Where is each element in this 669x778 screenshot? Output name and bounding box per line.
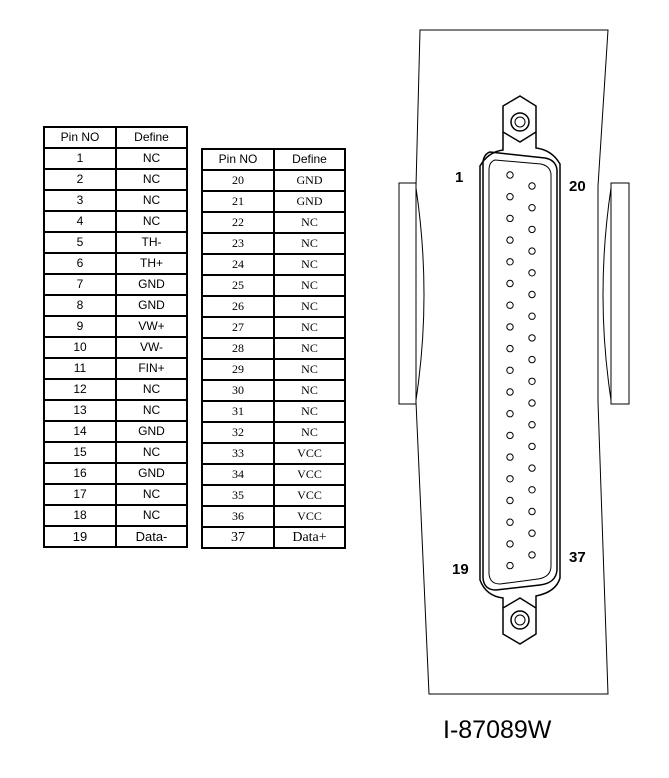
pin-number-cell: 13 [44,400,116,421]
left-side-rail [399,183,424,404]
pin-hole [507,562,513,568]
pin-define-cell: TH+ [116,253,187,274]
pin-number-cell: 23 [202,233,274,254]
pin-number-cell: 28 [202,338,274,359]
pin-hole [529,356,535,362]
pin-hole [529,552,535,558]
pin-hole [507,432,513,438]
pin-number-cell: 1 [44,148,116,169]
pin-number-cell: 11 [44,358,116,379]
pin-number-cell: 15 [44,442,116,463]
pin-number-cell: 19 [44,526,116,547]
bottom-mounting-screw [503,598,536,644]
pin-define-cell: NC [274,359,345,380]
pin-number-cell: 32 [202,422,274,443]
right-side-rail [603,183,629,404]
pin-hole [529,183,535,189]
pin-hole [529,465,535,471]
pin-number-cell: 35 [202,485,274,506]
pin-define-cell: GND [116,421,187,442]
pin-define-cell: NC [116,400,187,421]
pin-number-cell: 33 [202,443,274,464]
pin-define-cell: GND [116,463,187,484]
pin-define-cell: NC [116,169,187,190]
pin-number-cell: 29 [202,359,274,380]
pin-number-cell: 16 [44,463,116,484]
pin-define-cell: FIN+ [116,358,187,379]
pin-number-cell: 9 [44,316,116,337]
pin-define-cell: VW- [116,337,187,358]
module-outline [416,30,608,694]
pin-define-cell: GND [116,295,187,316]
pin-number-cell: 21 [202,191,274,212]
pin-hole [507,411,513,417]
pin-hole [529,508,535,514]
pin-define-cell: TH- [116,232,187,253]
pin-define-cell: NC [274,422,345,443]
header-define: Define [274,149,345,170]
pin-number-cell: 25 [202,275,274,296]
pin-hole [529,378,535,384]
pin-define-cell: GND [116,274,187,295]
pin-hole [507,454,513,460]
pin-hole [507,194,513,200]
pin-define-cell: NC [116,211,187,232]
pin-number-cell: 18 [44,505,116,526]
pin-hole [529,270,535,276]
pin-define-cell: NC [116,442,187,463]
pin-hole [529,226,535,232]
d-shell-inner [489,160,551,584]
header-pin-no: Pin NO [44,127,116,148]
pin-37-label: 37 [569,549,586,566]
pin-define-cell: GND [274,170,345,191]
pin-define-cell: VCC [274,464,345,485]
pin-hole [529,248,535,254]
pin-define-cell: NC [274,338,345,359]
pin-define-cell: NC [274,254,345,275]
connector-flange [480,132,560,608]
pin-number-cell: 14 [44,421,116,442]
pin-hole [529,400,535,406]
pin-define-cell: NC [116,505,187,526]
d-shell-outer [483,152,557,590]
pin-number-cell: 4 [44,211,116,232]
pin-number-cell: 8 [44,295,116,316]
pin-number-cell: 26 [202,296,274,317]
pin-hole [507,302,513,308]
pin-number-cell: 7 [44,274,116,295]
pin-number-cell: 27 [202,317,274,338]
pin-hole [507,324,513,330]
pin-1-label: 1 [455,169,464,186]
header-pin-no: Pin NO [202,149,274,170]
pin-hole [507,172,513,178]
pin-number-cell: 20 [202,170,274,191]
pin-hole [507,237,513,243]
pin-define-cell: VCC [274,485,345,506]
pin-define-cell: NC [274,275,345,296]
pin-hole [507,519,513,525]
pin-hole [507,497,513,503]
pin-hole [507,215,513,221]
pin-hole [507,280,513,286]
pin-define-cell: Data- [116,526,187,547]
pin-hole [507,476,513,482]
pin-define-cell: NC [274,212,345,233]
pin-define-cell: NC [116,484,187,505]
pin-define-cell: NC [274,317,345,338]
pin-number-cell: 36 [202,506,274,527]
pin-number-cell: 5 [44,232,116,253]
pin-hole [529,530,535,536]
pin-hole [507,389,513,395]
pin-hole [507,259,513,265]
pin-number-cell: 37 [202,527,274,548]
pin-number-cell: 22 [202,212,274,233]
pin-hole [529,205,535,211]
pin-define-cell: VCC [274,506,345,527]
pin-define-cell: NC [274,296,345,317]
pin-number-cell: 2 [44,169,116,190]
pin-define-cell: VCC [274,443,345,464]
pin-number-cell: 12 [44,379,116,400]
pin-hole [529,313,535,319]
header-define: Define [116,127,187,148]
pin-define-cell: GND [274,191,345,212]
pin-20-label: 20 [569,178,586,195]
model-name: I-87089W [443,716,552,744]
pin-hole [507,541,513,547]
pin-define-cell: NC [116,148,187,169]
pin-number-cell: 24 [202,254,274,275]
pin-hole [529,291,535,297]
pin-number-cell: 31 [202,401,274,422]
pin-number-cell: 17 [44,484,116,505]
pin-number-cell: 34 [202,464,274,485]
pin-number-cell: 6 [44,253,116,274]
pin-define-cell: VW+ [116,316,187,337]
pin-holes [507,172,535,569]
pin-19-label: 19 [452,561,469,578]
pin-hole [529,443,535,449]
top-mounting-screw [503,96,536,142]
pin-define-cell: Data+ [274,527,345,548]
pin-hole [529,422,535,428]
pin-number-cell: 10 [44,337,116,358]
pin-number-cell: 30 [202,380,274,401]
pin-define-cell: NC [116,190,187,211]
pin-hole [529,335,535,341]
pin-define-cell: NC [116,379,187,400]
pin-hole [529,487,535,493]
pin-define-cell: NC [274,380,345,401]
pin-number-cell: 3 [44,190,116,211]
pin-define-cell: NC [274,233,345,254]
pin-hole [507,367,513,373]
pin-hole [507,345,513,351]
pin-define-cell: NC [274,401,345,422]
